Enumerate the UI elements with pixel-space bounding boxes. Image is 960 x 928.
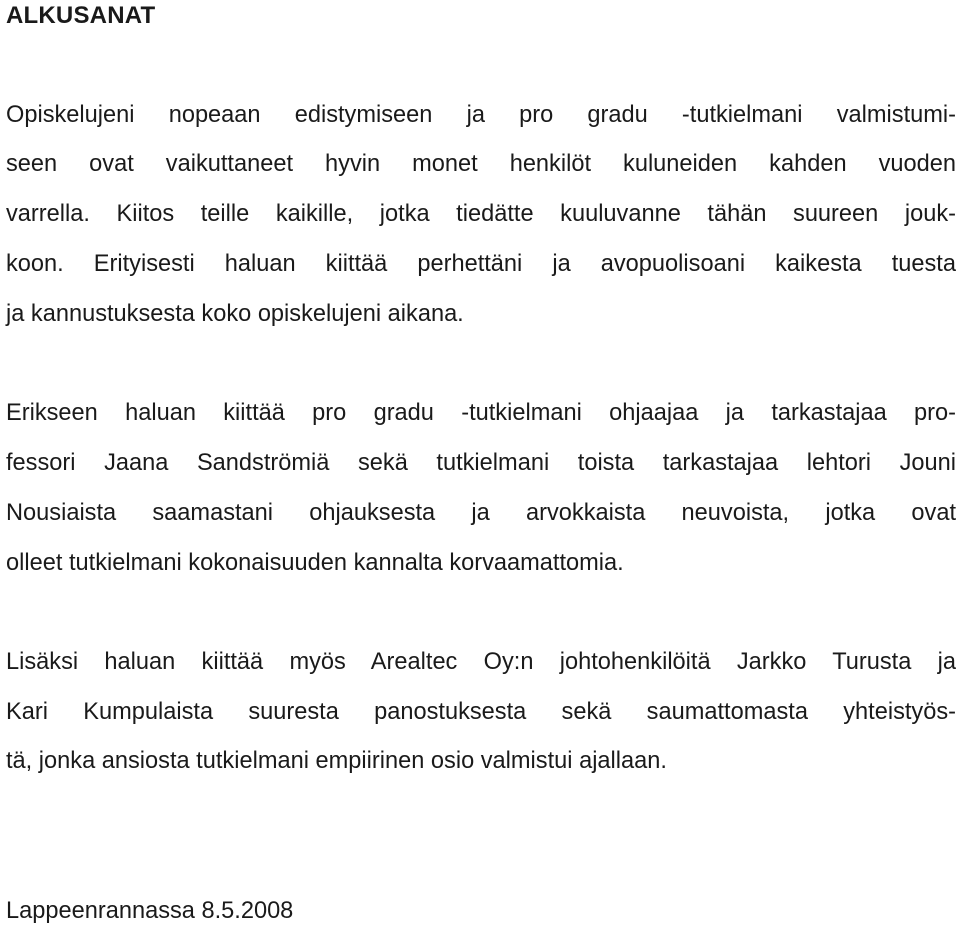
paragraph-line: Lisäksi haluan kiittää myös Arealtec Oy:n johtohenkilöitä Jarkko Turusta ja <box>6 649 956 675</box>
paragraph-line: olleet tutkielmani kokonaisuuden kannalta korvaamattomia. <box>6 550 624 576</box>
paragraph-line: Kari Kumpulaista suuresta panostuksesta sekä saumattomasta yhteistyös- <box>6 699 956 725</box>
paragraph-line: Nousiaista saamastani ohjauksesta ja arvokkaista neuvoista, jotka ovat <box>6 500 956 526</box>
paragraph-line: varrella. Kiitos teille kaikille, jotka tiedätte kuuluvanne tähän suureen jouk- <box>6 201 956 227</box>
paragraph-line: koon. Erityisesti haluan kiittää perhettäni ja avopuolisoani kaikesta tuesta <box>6 251 956 277</box>
place-and-date: Lappeenrannassa 8.5.2008 <box>6 898 294 924</box>
paragraph-line: seen ovat vaikuttaneet hyvin monet henkilöt kuluneiden kahden vuoden <box>6 151 956 177</box>
paragraph-line: Opiskelujeni nopeaan edistymiseen ja pro gradu -tutkielmani valmistumi- <box>6 102 956 128</box>
paragraph-line: ja kannustuksesta koko opiskelujeni aikana. <box>6 301 464 327</box>
page-title: ALKUSANAT <box>6 2 156 29</box>
paragraph-line: Erikseen haluan kiittää pro gradu -tutkielmani ohjaajaa ja tarkastajaa pro- <box>6 400 956 426</box>
paragraph-line: tä, jonka ansiosta tutkielmani empiirinen osio valmistui ajallaan. <box>6 748 667 774</box>
paragraph-line: fessori Jaana Sandströmiä sekä tutkielmani toista tarkastajaa lehtori Jouni <box>6 450 956 476</box>
